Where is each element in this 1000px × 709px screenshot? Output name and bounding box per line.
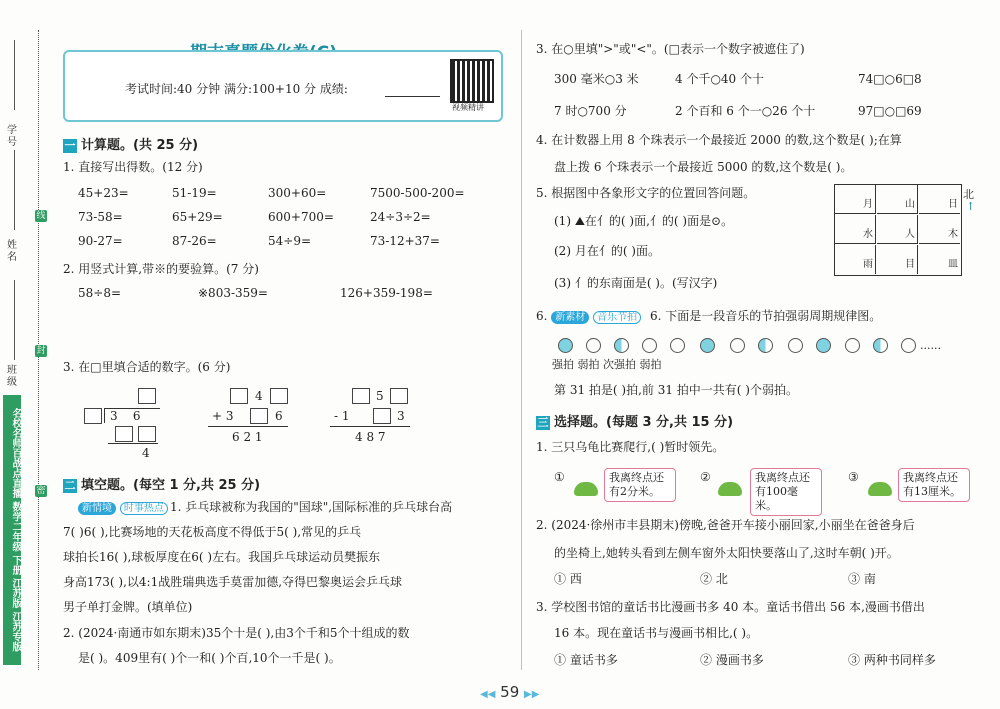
choice-2-option-1[interactable]: ① 西 [554, 572, 582, 586]
fill-q1-line-4: 身高173( ),以4:1战胜瑞典选手莫雷加德,夺得巴黎奥运会乒乓球 [63, 575, 403, 589]
choice-2-line-1: 2. (2024·徐州市丰县期末)傍晚,爸爸开车接小丽回家,小丽坐在爸爸身后 [536, 518, 915, 532]
calc-2-1: 73-58= [78, 210, 123, 224]
vertical-calc-3: 126+359-198= [340, 286, 433, 300]
q1-title: 1. 直接写出得数。(12 分) [63, 160, 203, 174]
division-remainder: 4 [142, 446, 150, 460]
fill-q1-line-5: 男子单打金牌。(填单位) [63, 600, 193, 614]
compare-1-3: 74□○6□8 [858, 72, 922, 86]
turtle-3-speech: 我离终点还有13厘米。 [898, 468, 970, 502]
choice-1-option-3[interactable]: ③ [848, 470, 859, 484]
grid-cell: 雨 [835, 245, 876, 274]
grid-cell: 日 [919, 185, 960, 214]
exam-info: 考试时间:40 分钟 满分:100+10 分 成绩: [125, 82, 348, 96]
choice-1-option-1[interactable]: ① [554, 470, 565, 484]
choice-1-question: 1. 三只乌龟比赛爬行,( )暂时领先。 [536, 440, 725, 454]
abacus-line-2: 盘上拨 6 个珠表示一个最接近 5000 的数,这个数是( )。 [554, 160, 853, 174]
beat-legend: 强拍 弱拍 次强拍 弱拍 [552, 358, 662, 371]
beat-strong [558, 338, 573, 353]
beat-weak [730, 338, 745, 353]
compare-1-2: 4 个千○40 个十 [675, 72, 765, 86]
add-top-digit: 4 [255, 389, 263, 403]
seal-mark-2: 封 [36, 346, 46, 356]
choice-2-option-2[interactable]: ② 北 [700, 572, 728, 586]
name-label: 姓名 [7, 240, 17, 263]
vertical-calc-1: 58÷8= [78, 286, 122, 300]
digit-box[interactable] [270, 388, 288, 404]
beat-strong [700, 338, 715, 353]
compare-title: 3. 在○里填">"或"<"。(□表示一个数字被遮住了) [536, 42, 805, 56]
grid-cell: 人 [877, 215, 918, 244]
seal-mark-1: 线 [36, 211, 46, 221]
digit-box[interactable] [250, 408, 268, 424]
grid-cell: 目 [877, 245, 918, 274]
calc-1-2: 51-19= [172, 186, 217, 200]
grid-cell: 木 [919, 215, 960, 244]
beat-weak [788, 338, 803, 353]
pictograph-q2: (2) 月在⺅的( )面。 [554, 244, 660, 258]
calc-2-3: 600+700= [268, 210, 334, 224]
choice-1-option-2[interactable]: ② [700, 470, 711, 484]
choice-3-line-2: 16 本。现在童话书与漫画书相比,( )。 [554, 626, 759, 640]
add-result: 6 2 1 [232, 430, 263, 444]
digit-box[interactable] [115, 426, 133, 442]
binding-strip [0, 0, 50, 709]
digit: 3 [110, 409, 118, 423]
digit-box[interactable] [138, 388, 156, 404]
beat-question: 6. 下面是一段音乐的节拍强弱周期规律图。 [650, 309, 882, 323]
qr-code[interactable] [450, 59, 494, 103]
choice-3-option-1[interactable]: ① 童话书多 [554, 653, 618, 667]
calc-1-1: 45+23= [78, 186, 129, 200]
compare-2-3: 97□○□69 [858, 104, 922, 118]
calc-3-2: 87-26= [172, 234, 217, 248]
beat-ellipsis: ...... [920, 339, 941, 352]
calc-3-3: 54÷9= [268, 234, 312, 248]
beat-weak [670, 338, 685, 353]
class-label: 班级 [7, 365, 17, 388]
section-3-title: 选择题。(每题 3 分,共 15 分) [554, 415, 734, 430]
beat-medium [614, 338, 629, 353]
sub-rule [330, 426, 410, 427]
add-operand: + 3 [212, 409, 234, 423]
calc-2-4: 24÷3÷2= [370, 210, 431, 224]
beat-weak [586, 338, 601, 353]
name-line [14, 150, 15, 230]
beat-medium [758, 338, 773, 353]
sub-operand-digit: 3 [397, 409, 405, 423]
calc-2-2: 65+29= [172, 210, 223, 224]
choice-2-line-2: 的坐椅上,她转头看到左侧车窗外太阳快要落山了,这时车朝( )开。 [554, 546, 899, 560]
calc-3-4: 73-12+37= [370, 234, 440, 248]
pictograph-q1: (1) ⛰在⺅的( )面,⺅的( )面是⊙。 [554, 214, 734, 228]
calc-1-3: 300+60= [268, 186, 327, 200]
grid-cell: 山 [877, 185, 918, 214]
section-2-heading [63, 474, 260, 493]
compare-1-1: 300 毫米○3 米 [554, 72, 639, 86]
next-arrow-icon: ▶▶ [524, 689, 540, 700]
digit-box[interactable] [138, 426, 156, 442]
page-number-bar [480, 683, 539, 701]
fill-q2-line-1: 2. (2024·南通市如东期末)35个十是( ),由3个千和5个十组成的数 [63, 626, 410, 640]
pictograph-grid [834, 184, 962, 276]
class-line [14, 280, 15, 360]
q2-1-tags [78, 500, 168, 515]
abacus-line-1: 4. 在计数器上用 8 个珠表示一个最接近 2000 的数,这个数是( );在算 [536, 133, 902, 147]
fill-q2-line-2: 是( )。409里有( )个一和( )个百,10个一千是( )。 [78, 651, 341, 665]
fill-q1-line-1: 1. 乒乓球被称为我国的"国球",国际标准的乒乓球台高 [170, 500, 453, 514]
pictograph-title: 5. 根据图中各象形文字的位置回答问题。 [536, 186, 756, 200]
choice-3-option-3[interactable]: ③ 两种书同样多 [848, 653, 936, 667]
add-operand-digit: 6 [275, 409, 283, 423]
q6-tags: 6. 新素材 音乐节拍 [536, 309, 641, 324]
pictograph-q3: (3) ⺅的东南面是( )。(写汉字) [554, 276, 718, 290]
sub-operand: - 1 [334, 409, 350, 423]
section-1-title: 计算题。(共 25 分) [81, 138, 199, 153]
turtle-icon [718, 482, 742, 496]
section-3-number: 三 [537, 416, 549, 429]
qr-caption: 视频精讲 [452, 103, 484, 112]
division-rule [108, 443, 158, 444]
digit: 6 [132, 409, 141, 423]
choice-3-option-2[interactable]: ② 漫画书多 [700, 653, 764, 667]
column-divider [521, 30, 522, 670]
section-3-heading [536, 411, 733, 430]
sub-top-digit: 5 [376, 389, 384, 403]
grid-cell: 皿 [948, 259, 958, 270]
beat-fill-in: 第 31 拍是( )拍,前 31 拍中一共有( )个弱拍。 [554, 383, 798, 397]
section-1-heading [63, 134, 198, 153]
north-arrow-icon: ↑ [966, 200, 976, 213]
turtle-2-speech: 我离终点还有100毫米。 [750, 468, 822, 516]
new-context-chip: 新情境 [78, 502, 116, 515]
music-beat-chip: 音乐节拍 [593, 311, 641, 324]
digit-box[interactable] [373, 408, 391, 424]
turtle-icon [868, 482, 892, 496]
section-2-number: 二 [64, 479, 76, 492]
page-number: 59 [500, 683, 520, 701]
calc-3-1: 90-27= [78, 234, 123, 248]
fill-q1-line-2: 7( )6( ),比赛场地的天花板高度不得低于5( ),常见的乒乓 [63, 525, 362, 539]
calc-1-4: 7500-500-200= [370, 186, 465, 200]
section-2-title: 填空题。(每空 1 分,共 25 分) [81, 478, 261, 493]
add-rule [208, 426, 288, 427]
beat-weak [845, 338, 860, 353]
division-dividend [104, 408, 160, 423]
beat-weak [901, 338, 916, 353]
grid-cell: 月 [835, 185, 876, 214]
north-label: 北 [963, 188, 974, 201]
vertical-calc-2: ※803-359= [198, 286, 268, 300]
prev-arrow-icon: ◀◀ [480, 689, 496, 700]
score-blank [385, 96, 440, 97]
beat-medium [873, 338, 888, 353]
student-no-label: 学号 [7, 125, 17, 148]
compare-2-2: 2 个百和 6 个一○26 个十 [675, 104, 816, 118]
digit-box[interactable] [230, 388, 248, 404]
beat-weak [642, 338, 657, 353]
new-material-chip: 新素材 [551, 311, 589, 324]
section-1-number: 一 [64, 139, 76, 152]
seal-mark-3: 密 [36, 486, 46, 496]
sub-result: 4 8 7 [355, 430, 386, 444]
grid-cell: 水 [835, 215, 876, 244]
digit-box[interactable] [84, 408, 102, 424]
digit-box[interactable] [352, 388, 370, 404]
beat-strong [816, 338, 831, 353]
q2-title: 2. 用竖式计算,带※的要验算。(7 分) [63, 262, 259, 276]
student-no-line [14, 40, 15, 110]
choice-3-line-1: 3. 学校图书馆的童话书比漫画书多 40 本。童话书借出 56 本,漫画书借出 [536, 600, 925, 614]
compare-2-1: 7 时○700 分 [554, 104, 627, 118]
choice-2-option-3[interactable]: ③ 南 [848, 572, 876, 586]
turtle-1-speech: 我离终点还有2分米。 [604, 468, 676, 502]
fill-q1-line-3: 球拍长16( ),球板厚度在6( )左右。我国乒乓球运动员樊振东 [63, 550, 381, 564]
turtle-icon [574, 482, 598, 496]
q3-title: 3. 在□里填合适的数字。(6 分) [63, 360, 231, 374]
current-events-chip: 时事热点 [120, 502, 168, 515]
series-badge: 名校名师百战点直播 数学二年级 下册 江苏版 江苏专版 [3, 395, 21, 665]
digit-box[interactable] [390, 388, 408, 404]
